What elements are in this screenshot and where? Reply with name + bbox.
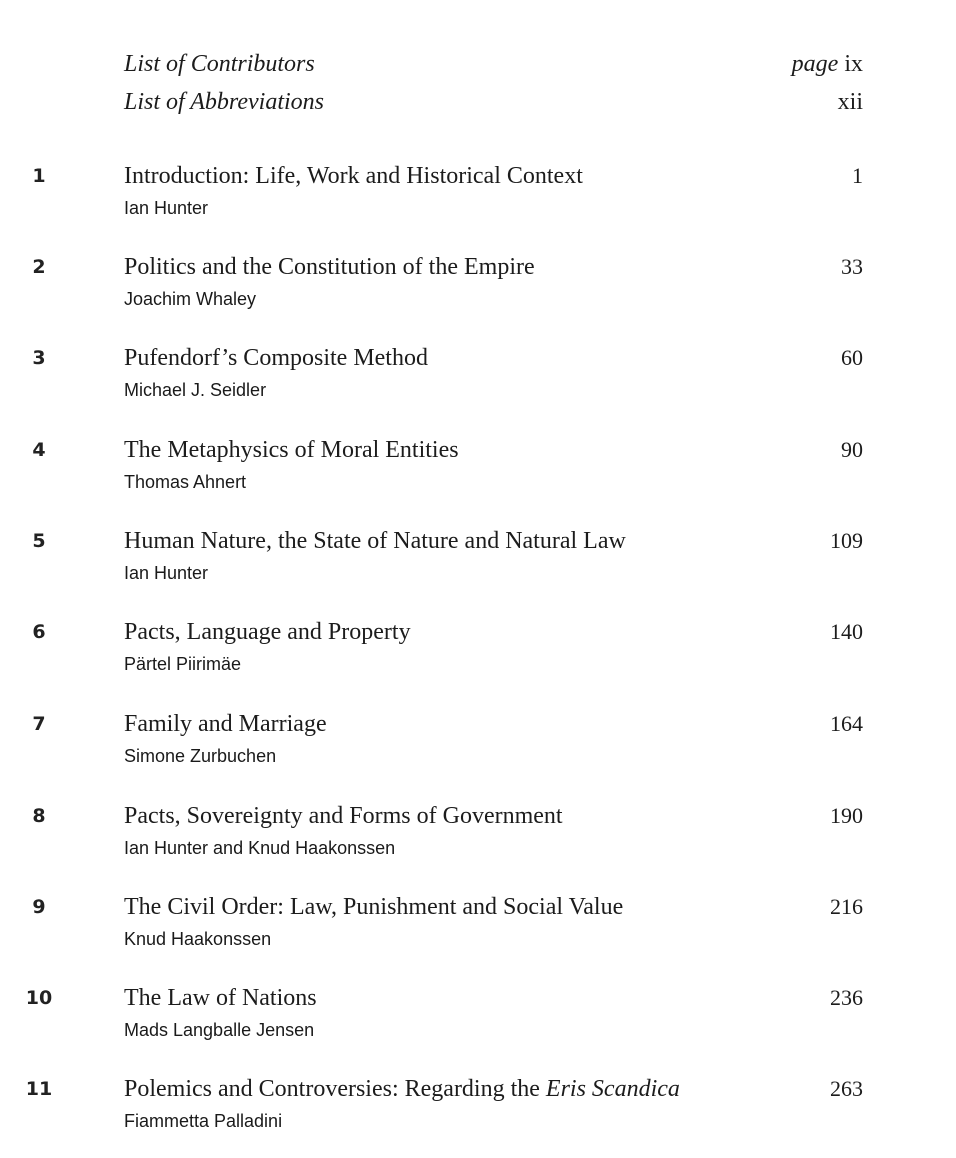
toc-entry[interactable] (0, 891, 956, 971)
chapter-title: Human Nature, the State of Nature and Natural Law (124, 528, 626, 554)
toc-entry[interactable] (0, 982, 956, 1062)
chapter-title: Pufendorf’s Composite Method (124, 345, 428, 371)
toc-entry[interactable] (0, 342, 956, 422)
page-number: xii (837, 89, 863, 115)
front-matter-title: List of Abbreviations (124, 89, 325, 115)
front-matter-page (838, 84, 863, 120)
chapter-page: 190 (830, 803, 863, 828)
chapter-number: 10 (25, 987, 53, 1009)
chapter-number: 1 (32, 165, 46, 187)
chapter-number: 9 (32, 896, 46, 918)
chapter-number: 5 (32, 530, 46, 552)
chapter-author: Michael J. Seidler (124, 380, 267, 400)
toc-entry[interactable] (0, 708, 956, 788)
chapter-author: Knud Haakonssen (124, 929, 272, 949)
chapter-author: Ian Hunter and Knud Haakonssen (124, 838, 396, 858)
front-matter-item[interactable] (124, 46, 863, 82)
chapter-author: Joachim Whaley (124, 289, 257, 309)
chapter-title: Politics and the Constitution of the Empire (124, 254, 535, 280)
chapter-author: Fiammetta Palladini (124, 1111, 283, 1131)
chapter-author: Mads Langballe Jensen (124, 1020, 315, 1040)
page-prefix: page (791, 51, 839, 77)
chapter-page: 60 (841, 345, 863, 370)
toc-entry[interactable] (0, 525, 956, 605)
front-matter-title: List of Contributors (124, 51, 315, 77)
chapter-number: 8 (32, 805, 46, 827)
toc-entry[interactable] (0, 616, 956, 696)
chapter-page: 263 (830, 1076, 863, 1101)
chapter-page: 164 (830, 711, 863, 736)
toc-entry[interactable] (0, 160, 956, 240)
chapter-title: Pacts, Sovereignty and Forms of Government (124, 803, 563, 829)
chapter-title: Polemics and Controversies: Regarding the Eris Scandica (124, 1076, 680, 1102)
chapter-number: 7 (32, 713, 46, 735)
chapter-page: 236 (830, 985, 863, 1010)
chapter-title: Family and Marriage (124, 711, 327, 737)
chapter-number: 6 (32, 621, 46, 643)
toc-entry[interactable] (0, 800, 956, 880)
chapter-title: Introduction: Life, Work and Historical Context (124, 163, 583, 189)
toc-entry[interactable] (0, 1073, 956, 1153)
chapter-title: The Civil Order: Law, Punishment and Social Value (124, 894, 624, 920)
chapter-page: 33 (841, 254, 863, 279)
chapter-title: Pacts, Language and Property (124, 619, 411, 645)
chapter-author: Pärtel Piirimäe (124, 654, 242, 674)
chapter-author: Ian Hunter (124, 198, 209, 218)
chapter-title: The Law of Nations (124, 985, 317, 1011)
chapter-page: 140 (830, 619, 863, 644)
chapter-page: 216 (830, 894, 863, 919)
chapter-author: Simone Zurbuchen (124, 746, 277, 766)
chapter-title: The Metaphysics of Moral Entities (124, 437, 459, 463)
chapter-author: Thomas Ahnert (124, 472, 247, 492)
toc-entry[interactable] (0, 434, 956, 514)
chapter-page: 1 (852, 163, 863, 188)
front-matter-page (792, 46, 863, 82)
chapter-number: 4 (32, 439, 46, 461)
chapter-number: 3 (32, 347, 46, 369)
chapter-number: 11 (25, 1078, 53, 1100)
chapter-page: 109 (830, 528, 863, 553)
chapter-number: 2 (32, 256, 46, 278)
chapter-page: 90 (841, 437, 863, 462)
chapter-author: Ian Hunter (124, 563, 209, 583)
front-matter-item[interactable] (124, 84, 863, 120)
page-number: ix (844, 51, 863, 77)
toc-entry[interactable] (0, 251, 956, 331)
